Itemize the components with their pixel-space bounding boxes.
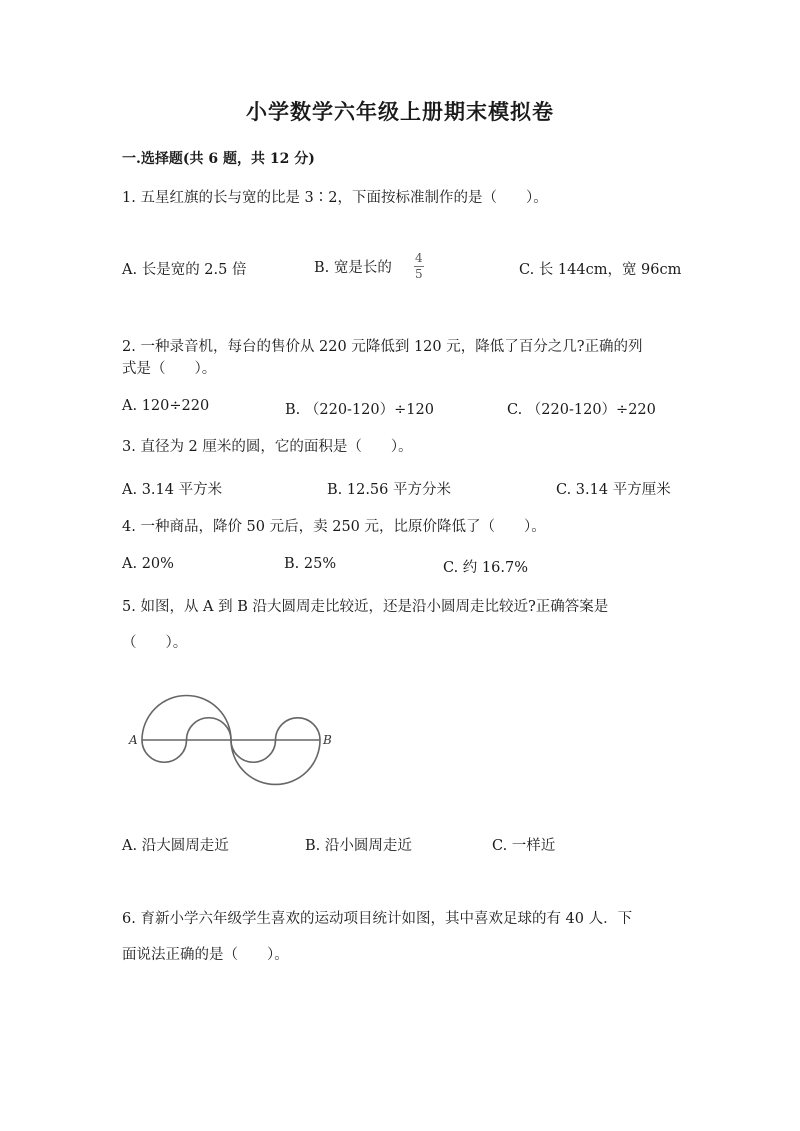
question-5-option-a[interactable]: A. 沿大圆周走近	[122, 838, 229, 854]
question-1-option-b[interactable]	[314, 252, 424, 281]
question-4-option-c[interactable]: C. 约 16.7%	[443, 560, 528, 576]
figure-label-a: A	[129, 733, 138, 747]
question-1-option-a[interactable]: A. 长是宽的 2.5 倍	[122, 262, 247, 278]
question-4-option-b[interactable]: B. 25%	[284, 556, 337, 572]
question-2-option-b[interactable]: B. （220-120）÷120	[285, 402, 434, 418]
circles-path-figure	[120, 680, 350, 790]
large-semicircle-bottom	[231, 740, 320, 784]
fraction-numerator: 4	[415, 251, 423, 265]
page-title: 小学数学六年级上册期末模拟卷	[246, 99, 554, 124]
fraction-denominator: 5	[415, 267, 423, 281]
question-6-text-line-1: 6. 育新小学六年级学生喜欢的运动项目统计如图，其中喜欢足球的有 40 人．下	[122, 911, 633, 927]
small-semicircle-2	[187, 718, 232, 740]
question-3-option-a[interactable]: A. 3.14 平方米	[122, 482, 223, 498]
question-3-text: 3. 直径为 2 厘米的圆，它的面积是（ ）。	[122, 439, 413, 455]
question-4-option-a[interactable]: A. 20%	[122, 556, 174, 572]
small-semicircle-3	[231, 740, 276, 762]
small-semicircle-4	[276, 718, 321, 740]
question-4-text: 4. 一种商品，降价 50 元后，卖 250 元，比原价降低了（ ）。	[122, 519, 546, 535]
question-5-option-b[interactable]: B. 沿小圆周走近	[305, 838, 412, 854]
question-2-text-line-1: 2. 一种录音机，每台的售价从 220 元降低到 120 元，降低了百分之几?正确的列	[122, 339, 643, 355]
question-2-option-c[interactable]: C. （220-120）÷220	[507, 402, 656, 418]
small-semicircle-1	[142, 740, 187, 762]
question-3-option-c[interactable]: C. 3.14 平方厘米	[556, 482, 671, 498]
option-b-label: B. 宽是长的	[314, 260, 392, 276]
question-5-text-line-1: 5. 如图，从 A 到 B 沿大圆周走比较近，还是沿小圆周走比较近?正确答案是	[122, 599, 609, 615]
question-6-text-line-2: 面说法正确的是（ ）。	[122, 947, 289, 963]
section-heading: 一.选择题(共 6 题，共 12 分)	[122, 151, 315, 167]
question-3-option-b[interactable]: B. 12.56 平方分米	[327, 482, 451, 498]
question-2-option-a[interactable]: A. 120÷220	[122, 398, 210, 414]
question-1-option-c[interactable]: C. 长 144cm，宽 96cm	[519, 262, 682, 278]
question-5-text-line-2: （ ）。	[122, 635, 188, 651]
question-2-text-line-2: 式是（ ）。	[122, 361, 217, 377]
figure-label-b: B	[323, 733, 332, 747]
question-1-text: 1. 五星红旗的长与宽的比是 3∶2，下面按标准制作的是（ ）。	[122, 190, 548, 206]
question-5-option-c[interactable]: C. 一样近	[492, 838, 556, 854]
large-semicircle-top	[142, 696, 231, 741]
fraction-four-fifths	[414, 252, 424, 281]
